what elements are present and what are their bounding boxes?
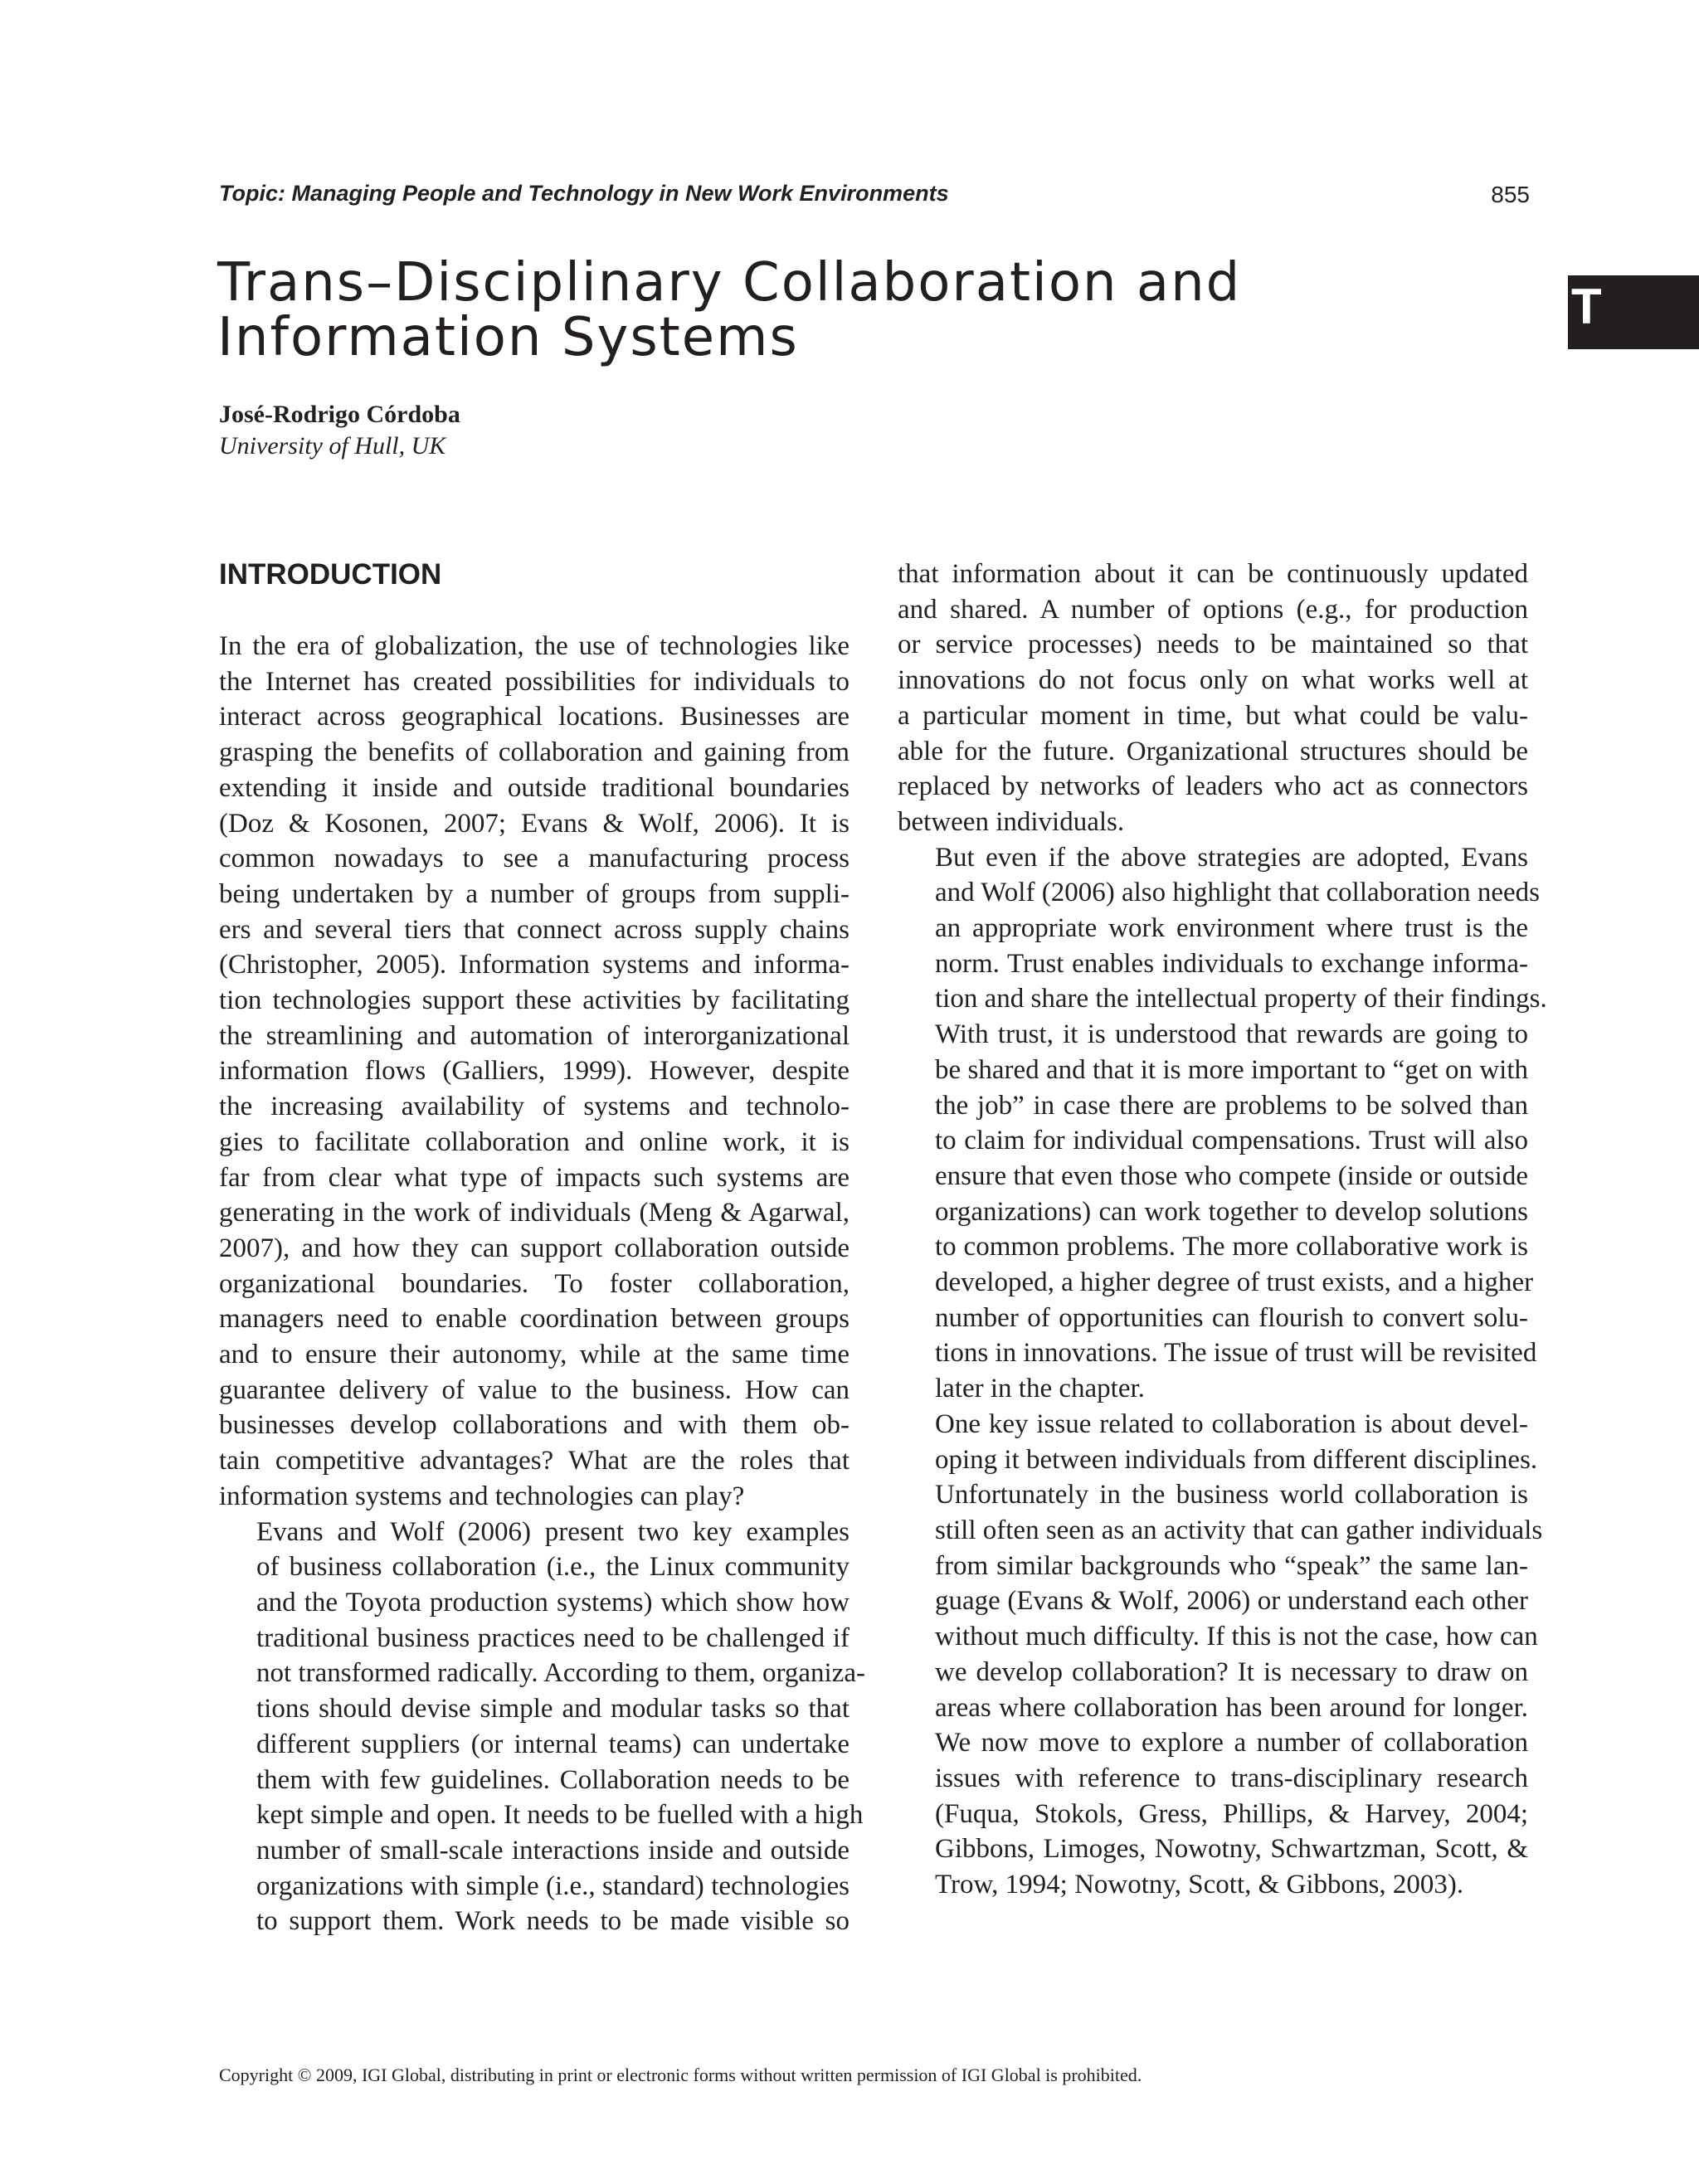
text-line: to common problems. The more collaborative work is xyxy=(935,1232,1528,1262)
text-line: managers need to enable coordination between groups xyxy=(219,1304,850,1335)
text-line: Evans and Wolf (2006) present two key examples xyxy=(256,1516,850,1547)
article-title-line-2: Information Systems xyxy=(217,307,799,368)
text-line: number of small-scale interactions inside and outside xyxy=(256,1835,850,1865)
section-tab-marker xyxy=(1568,275,1699,349)
text-line: common nowadays to see a manufacturing process xyxy=(219,844,850,874)
text-line: and Wolf (2006) also highlight that collaboration needs xyxy=(935,878,1540,908)
section-tab-letter: T xyxy=(1571,279,1602,334)
text-line: information systems and technologies can play? xyxy=(219,1481,745,1511)
text-line: we develop collaboration? It is necessary to draw on xyxy=(935,1656,1528,1687)
text-line: to support them. Work needs to be made visible so xyxy=(256,1906,850,1937)
text-line: tion technologies support these activities by facilitating xyxy=(219,985,850,1016)
text-line: gies to facilitate collaboration and online work, it is xyxy=(219,1126,850,1157)
copyright-notice: Copyright © 2009, IGI Global, distributing in print or electronic forms without written permission of IGI Global is prohibited. xyxy=(219,2065,1142,2085)
text-line: One key issue related to collaboration is about devel- xyxy=(935,1408,1528,1439)
text-line: But even if the above strategies are adopted, Evans xyxy=(935,842,1528,873)
right-column xyxy=(898,557,1547,1903)
text-line: traditional business practices need to be challenged if xyxy=(256,1622,850,1653)
text-line: an appropriate work environment where trust is the xyxy=(935,913,1528,944)
text-line: of business collaboration (i.e., the Linux community xyxy=(256,1552,850,1583)
text-line: and the Toyota production systems) which show how xyxy=(256,1587,850,1617)
paragraph xyxy=(898,1407,1543,1903)
text-line: the job” in case there are problems to be solved than xyxy=(935,1090,1528,1121)
text-line: (Christopher, 2005). Information systems and informa- xyxy=(219,950,850,980)
text-line: to claim for individual compensations. Trust will also xyxy=(935,1126,1528,1156)
text-line: guarantee delivery of value to the business. How can xyxy=(219,1374,850,1405)
text-line: without much difficulty. If this is not the case, how can xyxy=(935,1622,1538,1652)
text-line: the increasing availability of systems and technolo- xyxy=(219,1092,850,1122)
text-line: ers and several tiers that connect across supply chains xyxy=(219,914,850,945)
text-line: tion and share the intellectual property of their findings. xyxy=(935,984,1547,1014)
text-line: businesses develop collaborations and with them ob- xyxy=(219,1410,850,1441)
section-heading: INTRODUCTION xyxy=(219,558,442,591)
text-line: oping it between individuals from different disciplines. xyxy=(935,1444,1538,1475)
text-line: Unfortunately in the business world collaboration is xyxy=(935,1480,1528,1510)
text-line: and shared. A number of options (e.g., for production xyxy=(898,594,1528,625)
text-line: With trust, it is understood that rewards are going to xyxy=(935,1019,1528,1050)
paragraph xyxy=(219,629,850,1515)
text-line: that information about it can be continuously updated xyxy=(898,559,1528,589)
page-number: 855 xyxy=(1491,182,1530,207)
text-line: the Internet has created possibilities for individuals to xyxy=(219,666,850,697)
text-line: organizations with simple (i.e., standard) technologies xyxy=(256,1870,850,1901)
text-line: kept simple and open. It needs to be fuelled with a high xyxy=(256,1800,864,1831)
text-line: We now move to explore a number of collaboration xyxy=(935,1728,1528,1758)
text-line: Trow, 1994; Nowotny, Scott, & Gibbons, 2003). xyxy=(935,1870,1464,1900)
text-line: organizations) can work together to develop solutions xyxy=(935,1196,1528,1227)
text-line: later in the chapter. xyxy=(935,1374,1145,1404)
text-line: developed, a higher degree of trust exists, and a higher xyxy=(935,1267,1534,1298)
text-line: (Fuqua, Stokols, Gress, Phillips, & Harvey, 2004; xyxy=(935,1798,1528,1829)
text-line: not transformed radically. According to them, organiza- xyxy=(256,1658,866,1689)
text-line: replaced by networks of leaders who act as connectors xyxy=(898,771,1528,802)
text-line: far from clear what type of impacts such systems are xyxy=(219,1162,850,1193)
text-line: still often seen as an activity that can gather individuals xyxy=(935,1515,1543,1545)
text-line: and to ensure their autonomy, while at the same time xyxy=(219,1340,850,1370)
text-line: a particular moment in time, but what could be valu- xyxy=(898,700,1528,731)
text-line: areas where collaboration has been around for longer. xyxy=(935,1692,1528,1723)
text-line: (Doz & Kosonen, 2007; Evans & Wolf, 2006). It is xyxy=(219,808,850,839)
paragraph xyxy=(898,840,1547,1407)
text-line: tions should devise simple and modular tasks so that xyxy=(256,1694,850,1724)
paragraph xyxy=(898,557,1528,840)
text-line: 2007), and how they can support collaboration outside xyxy=(219,1233,850,1263)
text-line: norm. Trust enables individuals to exchange informa- xyxy=(935,948,1528,979)
text-line: Gibbons, Limoges, Nowotny, Schwartzman, Scott, & xyxy=(935,1834,1528,1865)
running-head: Topic: Managing People and Technology in New Work Environments xyxy=(219,181,949,206)
text-line: generating in the work of individuals (Meng & Agarwal, xyxy=(219,1198,850,1228)
text-line: tions in innovations. The issue of trust will be revisited xyxy=(935,1338,1537,1369)
article-title-line-1: Trans–Disciplinary Collaboration and xyxy=(217,252,1242,314)
text-line: In the era of globalization, the use of technologies like xyxy=(219,631,850,661)
author-affiliation: University of Hull, UK xyxy=(219,432,446,460)
text-line: from similar backgrounds who “speak” the same lan- xyxy=(935,1550,1528,1581)
text-line: issues with reference to trans-disciplinary research xyxy=(935,1763,1528,1793)
paragraph xyxy=(219,1515,866,1939)
text-line: able for the future. Organizational structures should be xyxy=(898,736,1528,766)
text-line: guage (Evans & Wolf, 2006) or understand each other xyxy=(935,1586,1528,1617)
text-line: grasping the benefits of collaboration and gaining from xyxy=(219,737,850,768)
text-line: between individuals. xyxy=(898,806,1125,837)
text-line: the streamlining and automation of interorganizational xyxy=(219,1020,850,1051)
text-line: them with few guidelines. Collaboration needs to be xyxy=(256,1764,850,1795)
text-line: ensure that even those who compete (inside or outside xyxy=(935,1160,1528,1191)
text-line: or service processes) needs to be maintained so that xyxy=(898,630,1528,660)
left-column xyxy=(219,629,866,1939)
text-line: tain competitive advantages? What are the roles that xyxy=(219,1446,850,1476)
text-line: innovations do not focus only on what works well at xyxy=(898,665,1528,696)
text-line: different suppliers (or internal teams) can undertake xyxy=(256,1729,850,1759)
text-line: be shared and that it is more important to “get on with xyxy=(935,1054,1528,1085)
text-line: number of opportunities can flourish to convert solu- xyxy=(935,1302,1528,1333)
text-line: organizational boundaries. To foster collaboration, xyxy=(219,1268,850,1299)
article-title xyxy=(217,252,1242,368)
text-line: extending it inside and outside traditional boundaries xyxy=(219,772,850,803)
author-name: José-Rodrigo Córdoba xyxy=(219,401,460,428)
text-line: being undertaken by a number of groups from suppli- xyxy=(219,878,850,909)
text-line: information flows (Galliers, 1999). However, despite xyxy=(219,1056,850,1087)
text-line: interact across geographical locations. Businesses are xyxy=(219,702,850,732)
